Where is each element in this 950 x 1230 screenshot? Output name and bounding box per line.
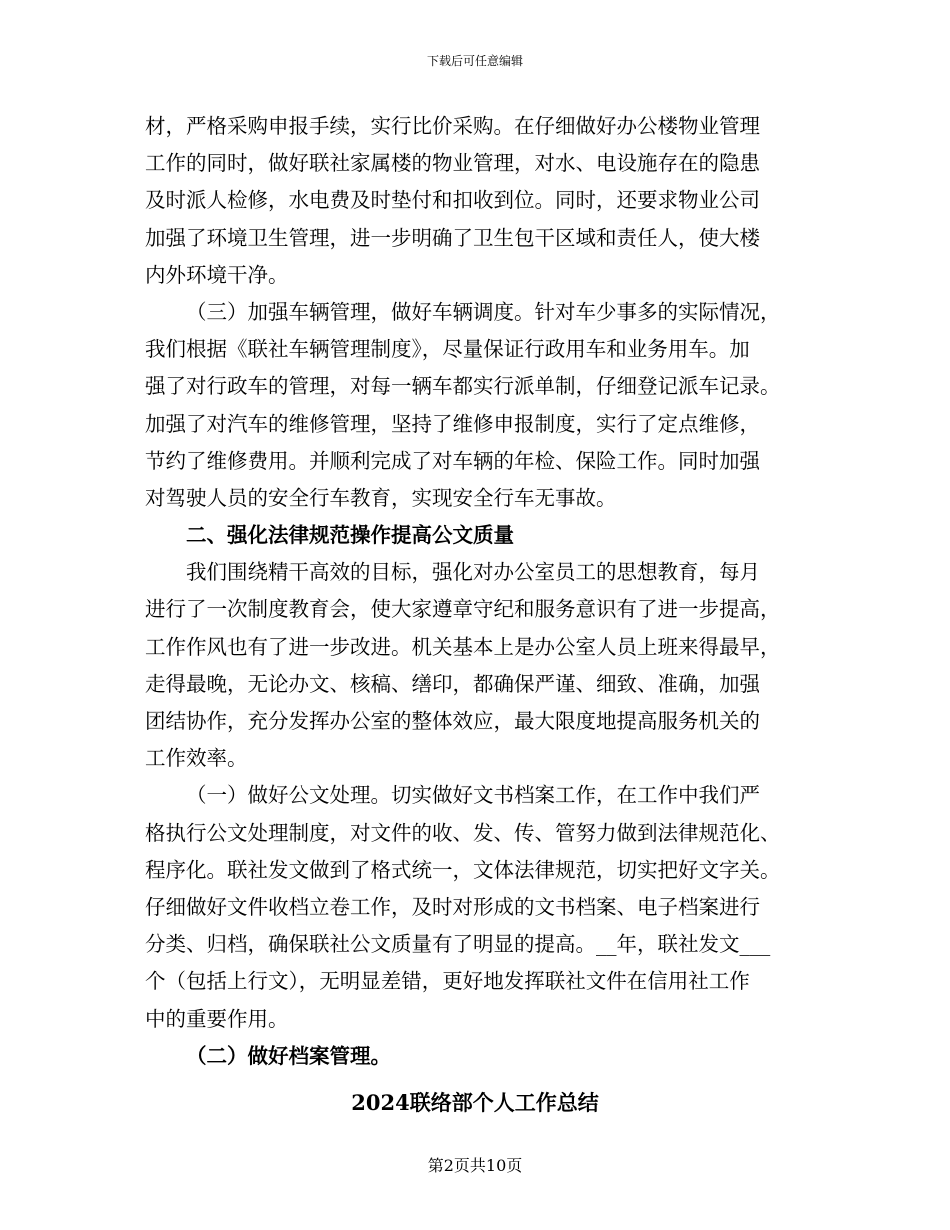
body-line: （三）加强车辆管理，做好车辆调度。针对车少事多的实际情况， [186,299,781,324]
section-heading: 二、强化法律规范操作提高公文质量 [186,523,514,548]
body-line: 中的重要作用。 [145,1006,289,1031]
body-line: 格执行公文处理制度，对文件的收、发、传、管努力做到法律规范化、 [145,820,781,845]
body-line: 进行了一次制度教育会，使大家遵章守纪和服务意识有了进一步提高， [145,597,781,622]
page-number-footer: 第2页共10页 [427,1156,523,1175]
body-line: （一）做好公文处理。切实做好文书档案工作，在工作中我们严 [186,783,760,808]
body-line: 加强了环境卫生管理，进一步明确了卫生包干区域和责任人，使大楼 [145,225,760,250]
body-line: 节约了维修费用。并顺利完成了对车辆的年检、保险工作。同时加强 [145,448,760,473]
body-line: 及时派人检修，水电费及时垫付和扣收到位。同时，还要求物业公司 [145,188,760,213]
body-line: 程序化。联社发文做到了格式统一，文体法律规范，切实把好文字关。 [145,857,781,882]
body-line: 工作的同时，做好联社家属楼的物业管理，对水、电设施存在的隐患 [145,151,760,176]
body-line: 材，严格采购申报手续，实行比价采购。在仔细做好办公楼物业管理 [145,114,760,138]
body-line: 内外环境干净。 [145,262,289,287]
body-line: 工作效率。 [145,746,248,771]
document-body [145,108,805,1075]
body-line: 加强了对汽车的维修管理，坚持了维修申报制度，实行了定点维修， [145,411,760,436]
body-line: 工作作风也有了进一步改进。机关基本上是办公室人员上班来得最早， [145,634,781,659]
next-document-title: 2024联络部个人工作总结 [351,1090,599,1115]
body-line: 对驾驶人员的安全行车教育，实现安全行车无事故。 [145,485,617,510]
subsection-heading: （二）做好档案管理。 [186,1043,391,1068]
body-line: 仔细做好文件收档立卷工作，及时对形成的文书档案、电子档案进行 [145,894,760,919]
body-line: 团结协作，充分发挥办公室的整体效应，最大限度地提高服务机关的 [145,709,760,733]
body-line: 走得最晚，无论办文、核稿、缮印，都确保严谨、细致、准确，加强 [145,671,760,696]
body-line: 我们根据《联社车辆管理制度》，尽量保证行政用车和业务用车。加 [145,337,750,362]
page-header-note: 下载后可任意编辑 [426,54,523,68]
body-line: 个（包括上行文），无明显差错，更好地发挥联社文件在信用社工作 [145,969,750,994]
body-line: 分类、归档，确保联社公文质量有了明显的提高。__年，联社发文___ [145,932,771,957]
body-line: 强了对行政车的管理，对每一辆车都实行派单制，仔细登记派车记录。 [145,374,781,399]
body-line: 我们围绕精干高效的目标，强化对办公室员工的思想教育，每月 [186,560,760,585]
